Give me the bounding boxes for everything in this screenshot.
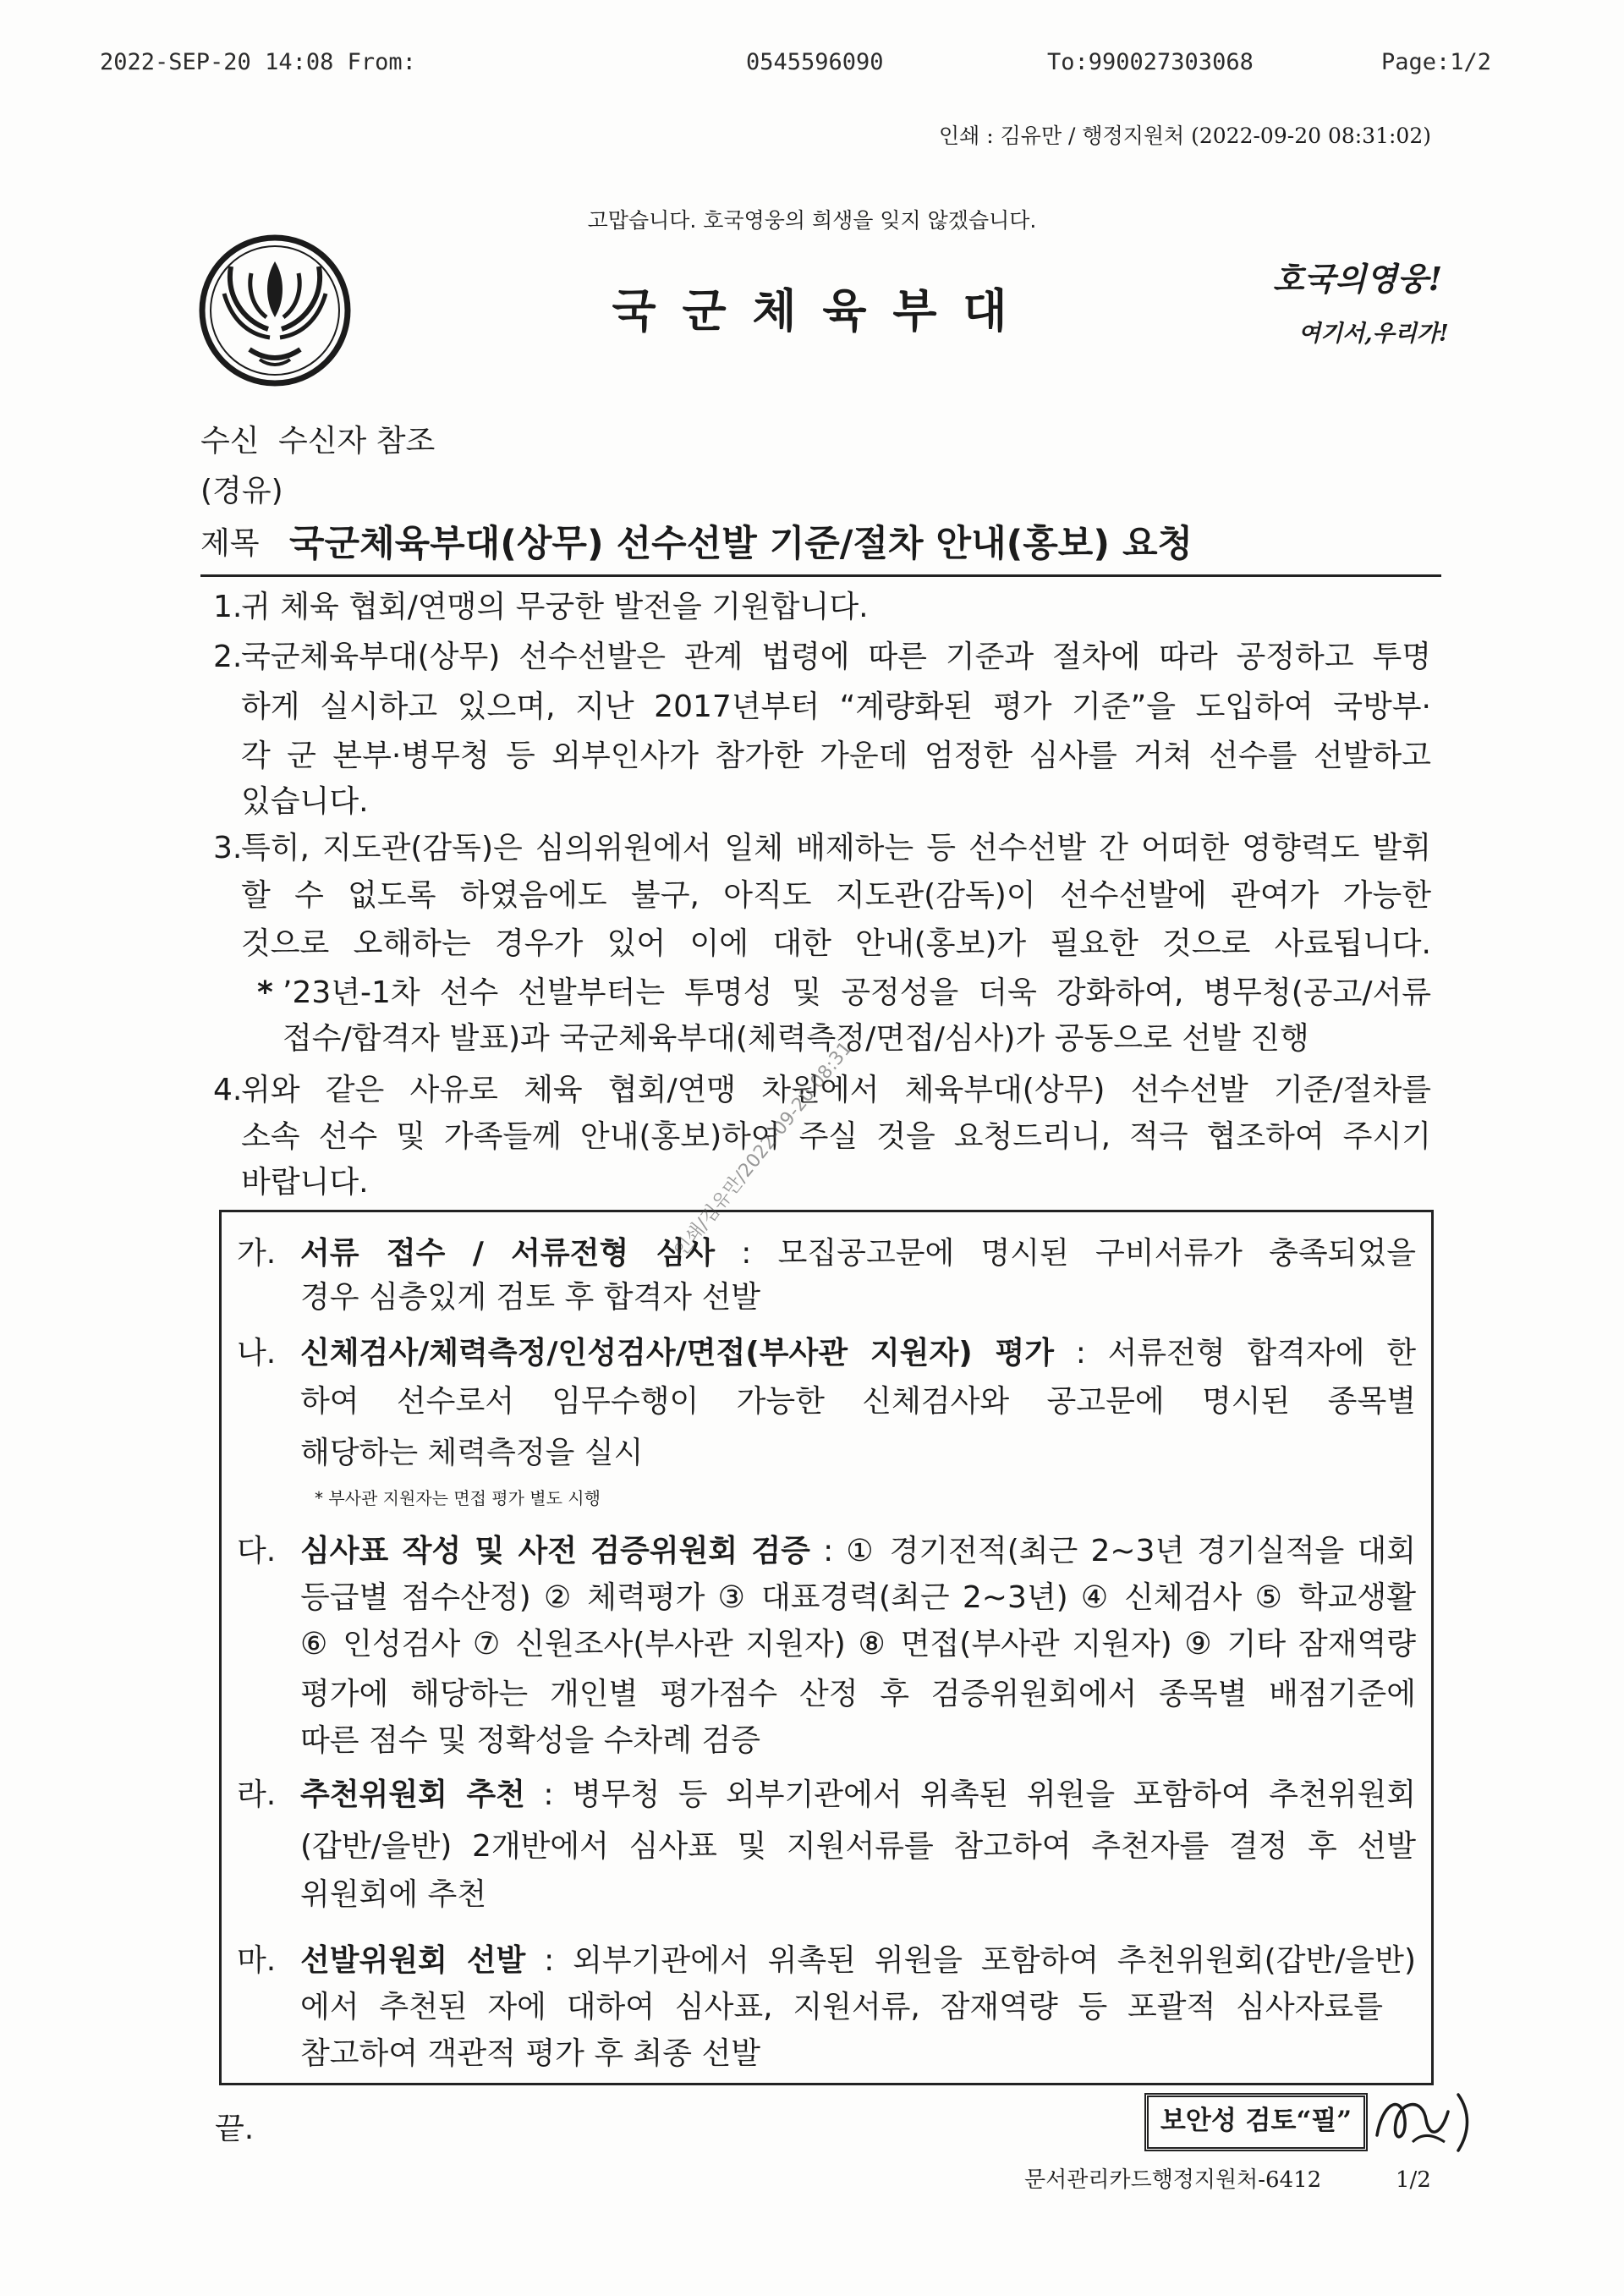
footer-page: 1/2	[1396, 2167, 1431, 2193]
procedure-title: 추천위원회 추천	[300, 1777, 525, 1812]
paragraph-line: 각 군 본부·병무청 등 외부인사가 참가한 가운데 엄정한 심사를 거쳐 선수를 선발하고	[241, 739, 1431, 773]
procedure-line: 등급별 점수산정) ② 체력평가 ③ 대표경력(최근 2~3년) ④ 신체검사 ⑤ 학교생활	[300, 1580, 1416, 1615]
procedure-title: 선발위원회 선발	[300, 1943, 526, 1978]
procedure-label: 가.	[237, 1236, 277, 1271]
paragraph-line: 귀 체육 협회/연맹의 무궁한 발전을 기원합니다.	[241, 590, 869, 624]
fax-to-number: To:990027303068	[1047, 49, 1254, 75]
procedure-line	[300, 1530, 1416, 1573]
procedure-line: (갑반/을반) 2개반에서 심사표 및 지원서류를 참고하여 추천자를 결정 후 선발	[300, 1829, 1416, 1864]
print-watermark: 인쇄/김유만/2022-09-20 08:31	[670, 1037, 857, 1261]
procedure-line: 하여 선수로서 임무수행이 가능한 신체검사와 공고문에 명시된 종목별	[300, 1384, 1416, 1419]
end-mark: 끝.	[215, 2112, 255, 2146]
fax-page-number: Page:1/2	[1381, 49, 1492, 75]
via-label: (경유)	[200, 474, 283, 508]
procedure-label: 마.	[237, 1943, 277, 1978]
paragraph-line: 있습니다.	[241, 784, 369, 819]
motto: 고맙습니다. 호국영웅의 희생을 잊지 않겠습니다.	[587, 208, 1037, 233]
paragraph-line: 위와 같은 사유로 체육 협회/연맹 차원에서 체육부대(상무) 선수선발 기준/절차를	[241, 1073, 1431, 1107]
fax-from-number: 0545596090	[746, 49, 884, 75]
fax-sent-time: 2022-SEP-20 14:08 From:	[100, 49, 416, 75]
paragraph-line: 소속 선수 및 가족들께 안내(홍보)하여 주실 것을 요청드리니, 적극 협조하여 주시기	[241, 1119, 1431, 1154]
subject-divider	[200, 574, 1441, 577]
procedure-text: : 병무청 등 외부기관에서 위촉된 위원을 포함하여 추천위원회	[524, 1777, 1416, 1812]
procedure-title: 심사표 작성 및 사전 검증위원회 검증	[300, 1534, 810, 1568]
paragraph-line: 특히, 지도관(감독)은 심의위원에서 일체 배제하는 등 선수선발 간 어떠한 영향력도 발휘	[241, 831, 1431, 865]
procedure-line: 에서 추천된 자에 대하여 심사표, 지원서류, 잠재역량 등 포괄적 심사자료를	[300, 1990, 1383, 2024]
procedure-text: : 서류전형 합격자에 한	[1054, 1336, 1416, 1370]
paragraph-number: 3.	[213, 831, 243, 865]
footer-doc-ref: 문서관리카드행정지원처-6412	[1024, 2167, 1322, 2193]
recipient-label: 수신	[200, 424, 260, 459]
subject-title: 국군체육부대(상무) 선수선발 기준/절차 안내(홍보) 요청	[289, 523, 1193, 565]
unit-emblem-icon	[197, 233, 353, 388]
procedure-label: 나.	[237, 1336, 277, 1370]
note-line: 접수/합격자 발표)과 국군체육부대(체력측정/면접/심사)가 공동으로 선발 진행	[283, 1021, 1309, 1056]
paragraph-number: 2.	[213, 640, 243, 674]
procedure-note: * 부사관 지원자는 면접 평가 별도 시행	[315, 1488, 601, 1508]
subject-label: 제목	[200, 526, 260, 561]
organization-title: 국 군 체 육 부 대	[612, 283, 1012, 338]
procedure-line: 위원회에 추천	[300, 1877, 487, 1912]
procedure-line: ⑥ 인성검사 ⑦ 신원조사(부사관 지원자) ⑧ 면접(부사관 지원자) ⑨ 기타 잠재역량	[300, 1627, 1416, 1662]
signature-icon	[1370, 2083, 1473, 2157]
procedure-title: 서류 접수 / 서류전형 심사	[300, 1236, 716, 1271]
procedure-line: 따른 점수 및 정확성을 수차례 검증	[300, 1723, 761, 1758]
procedure-text: : 모집공고문에 명시된 구비서류가 충족되었을	[715, 1236, 1416, 1271]
procedure-line: 평가에 해당하는 개인별 평가점수 산정 후 검증위원회에서 종목별 배점기준에	[300, 1677, 1416, 1711]
procedure-line: 해당하는 체력측정을 실시	[300, 1436, 644, 1470]
recipient-value: 수신자 참조	[278, 424, 436, 459]
paragraph-number: 1.	[213, 590, 243, 624]
procedure-label: 라.	[237, 1777, 277, 1812]
paragraph-line: 할 수 없도록 하였음에도 불구, 아직도 지도관(감독)이 선수선발에 관여가 가능한	[241, 878, 1431, 913]
paragraph-line: 하게 실시하고 있으며, 지난 2017년부터 “계량화된 평가 기준”을 도입하여 국방부·	[241, 689, 1431, 724]
procedure-label: 다.	[237, 1534, 277, 1568]
procedure-line: 참고하여 객관적 평가 후 최종 선발	[300, 2036, 761, 2071]
procedure-line: 경우 심층있게 검토 후 합격자 선발	[300, 1280, 761, 1315]
note-line: ’23년-1차 선수 선발부터는 투명성 및 공정성을 더욱 강화하여, 병무청(공고/서류	[283, 975, 1431, 1010]
procedure-line	[300, 1940, 1416, 1982]
slogan-line1: 호국의영웅!	[1273, 260, 1443, 298]
procedure-text: : 외부기관에서 위촉된 위원을 포함하여 추천위원회(갑반/을반)	[525, 1943, 1416, 1978]
print-info: 인쇄 : 김유만 / 행정지원처 (2022-09-20 08:31:02)	[939, 124, 1431, 148]
security-review-stamp: 보안성 검토“필”	[1144, 2093, 1368, 2151]
procedure-line	[300, 1774, 1416, 1816]
note-bullet: *	[257, 975, 273, 1010]
paragraph-line: 국군체육부대(상무) 선수선발은 관계 법령에 따른 기준과 절차에 따라 공정하고 투명	[241, 640, 1431, 674]
paragraph-line: 것으로 오해하는 경우가 있어 이에 대한 안내(홍보)가 필요한 것으로 사료됩니다.	[241, 926, 1431, 961]
procedure-line	[300, 1233, 1416, 1275]
procedure-text: : ① 경기전적(최근 2~3년 경기실적을 대회	[809, 1534, 1416, 1568]
procedure-title: 신체검사/체력측정/인성검사/면접(부사관 지원자) 평가	[300, 1336, 1055, 1370]
slogan-line2: 여기서,우리가!	[1298, 321, 1449, 347]
paragraph-line: 바랍니다.	[241, 1165, 369, 1200]
paragraph-number: 4.	[213, 1073, 243, 1107]
procedure-line	[300, 1332, 1416, 1375]
